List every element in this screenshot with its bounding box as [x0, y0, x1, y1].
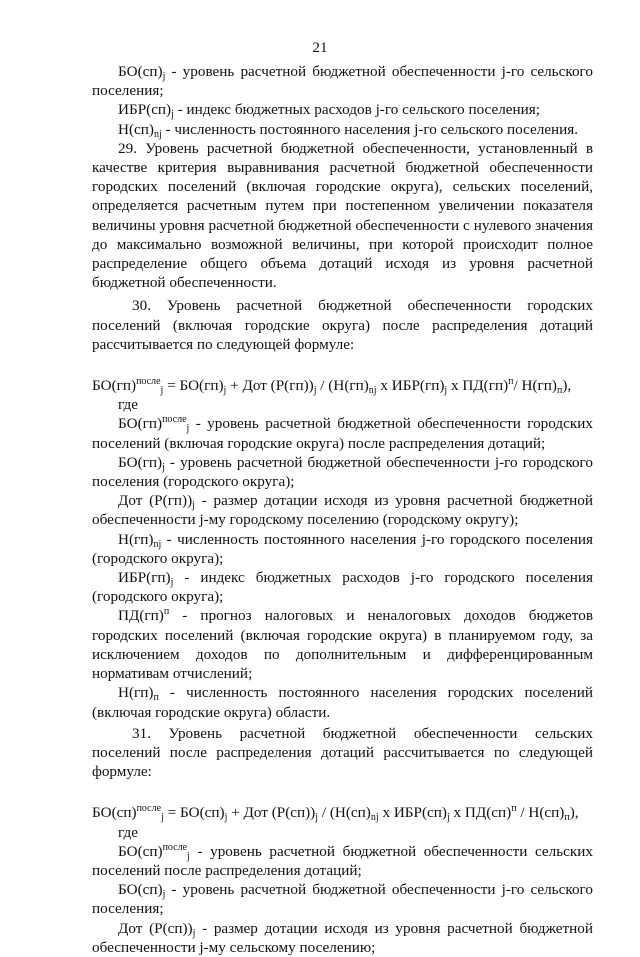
definition-bo-sp: $БО(сп)_j$ - уровень расчетной бюджетной обеспеченности j-го сельского поселения;: [92, 63, 593, 100]
definition-ibr-sp: $ИБР(сп)_j$ - индекс бюджетных расходов j-го сельского поселения;: [118, 101, 540, 121]
def-n-gp-p: $Н(гп)_п$ - численность постоянного населения городских поселений (включая городские округа) области.: [92, 684, 593, 721]
def-pd-gp: ПД(гп)$^п$ - прогноз налоговых и неналоговых доходов бюджетов городских поселений (включая городские округа) в планируемом году, за исключением доходов по дополнительным и дифференцированным нормативам отчислений;: [92, 606, 593, 683]
def-bo-sp-j: $БО(сп)_j$ - уровень расчетной бюджетной обеспеченности j-го сельского поселения;: [92, 881, 593, 918]
formula-sp: $БО(сп)^{после}_j = БО(сп)_j$ + Дот $(Р(сп))_j / (Н(сп)_{nj}$ х $ИБР(сп)_j$ х $ПД(сп)^п / Н(сп)_п$),: [92, 803, 579, 824]
def-dot-sp: Дот $(Р(сп))_j$ - размер дотации исходя из уровня расчетной бюджетной обеспеченности j-му сельскому поселению;: [92, 919, 593, 956]
document-body: [92, 62, 593, 957]
def-dot-gp: Дот $(Р(гп))_j$ - размер дотации исходя из уровня расчетной бюджетной обеспеченности j-му городскому поселению (городскому округу);: [92, 492, 593, 529]
definition-n-sp: $Н(сп)_{nj}$ - численность постоянного населения j-го сельского поселения.: [118, 120, 579, 140]
def-ibr-gp: $ИБР(гп)_j$ - индекс бюджетных расходов j-го городского поселения (городского округа);: [92, 569, 593, 606]
formula-gp: $БО(гп)^{после}_j = БО(гп)_j$ + Дот $(Р(гп))_j / (Н(гп)_{nj}$ х $ИБР(гп)_j$ х ПД(гп)$^п$/ $Н(гп)_п$),: [92, 376, 572, 397]
paragraph-30: 30. Уровень расчетной бюджетной обеспеченности городских поселений (включая городские округа) после распределения дотаций рассчитывается по следующей формуле:: [92, 297, 593, 353]
paragraph-29: 29. Уровень расчетной бюджетной обеспеченности, установленный в качестве критерия выравнивания расчетной бюджетной обеспеченности городских поселений (включая городские округа), сельских поселений, определяется расчетным путем при постепенном увеличении показателя величины уровня расчетной бюджетной обеспеченности с нулевого значения до максимально возможной величины, при которой происходит полное распределение общего объема дотаций исходя из уровня расчетной бюджетной обеспеченности.: [92, 139, 593, 292]
where-label-2: где: [118, 823, 138, 841]
where-label-1: где: [118, 396, 138, 414]
definition-n-sp-text: - численность постоянного населения j-го сельского поселения.: [161, 120, 579, 138]
def-bo-gp-j: $БО(гп)_j$ - уровень расчетной бюджетной обеспеченности j-го городского поселения (городского округа);: [92, 453, 593, 491]
def-bo-gp-after: БО(гп)$^{после}_j$ - уровень расчетной бюджетной обеспеченности городских поселений (включая городские округа) после распределения дотаций;: [92, 414, 593, 452]
page-number: 21: [312, 39, 328, 56]
def-bo-sp-after: БО(сп)$^{после}_j$ - уровень расчетной бюджетной обеспеченности сельских поселений после распределения дотаций;: [92, 841, 593, 879]
paragraph-31: 31. Уровень расчетной бюджетной обеспеченности сельских поселений после распределения дотаций рассчитывается по следующей формуле:: [92, 724, 593, 781]
def-n-gp-nj: $Н(гп)_{nj}$ - численность постоянного населения j-го городского поселения (городского округа);: [92, 530, 593, 567]
